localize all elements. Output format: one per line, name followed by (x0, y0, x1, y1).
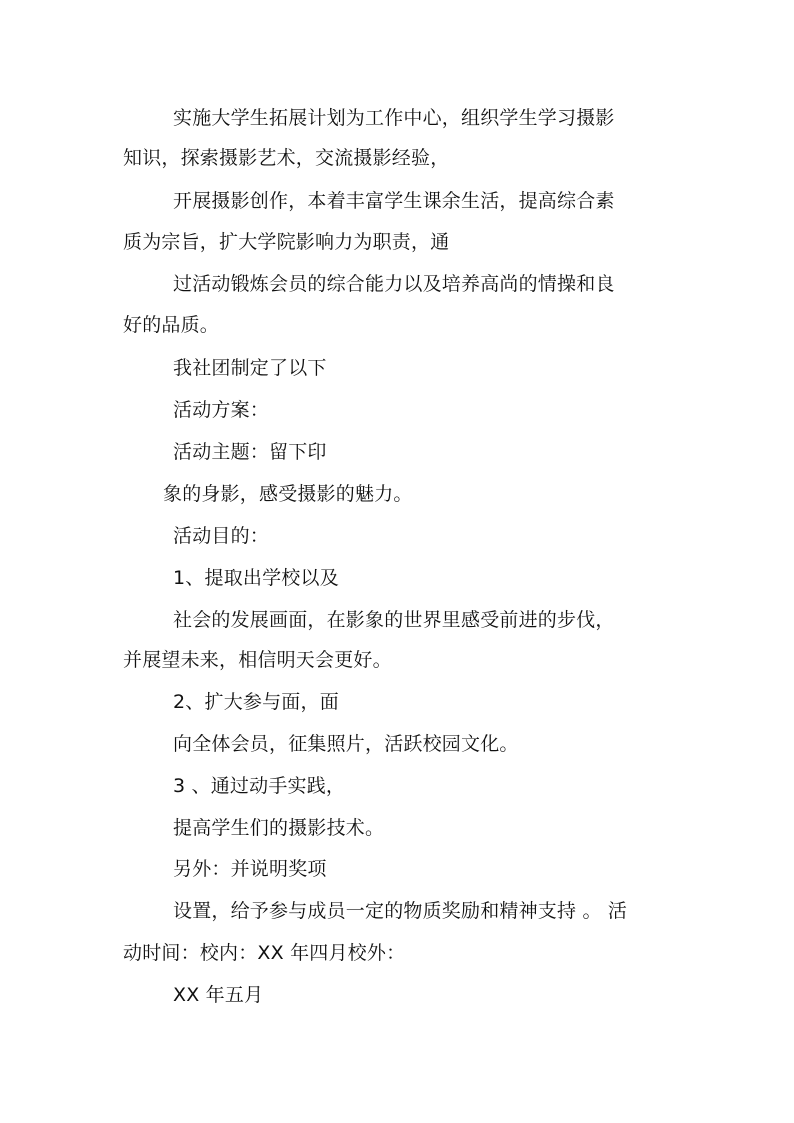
text-line: 1、提取出学校以及 (173, 567, 339, 589)
text-line: 过活动锻炼会员的综合能力以及培养高尚的情操和良 (173, 273, 615, 295)
text-line: 活动目的： (173, 525, 270, 547)
text-line: 设置，给予参与成员一定的物质奖励和精神支持 。 活 (173, 900, 628, 922)
text-line: 质为宗旨，扩大学院影响力为职责，通 (123, 231, 450, 253)
text-line: 动时间：校内：XX 年四月校外： (123, 942, 406, 964)
text-line: 向全体会员，征集照片，活跃校园文化。 (173, 733, 519, 755)
text-line: 实施大学生拓展计划为工作中心，组织学生学习摄影 (173, 107, 615, 129)
text-line: XX 年五月 (173, 984, 264, 1006)
text-line: 象的身影，感受摄影的魅力。 (163, 483, 413, 505)
text-line: 活动主题：留下印 (173, 441, 327, 463)
text-line: 2、扩大参与面，面 (173, 691, 339, 713)
text-line: 提高学生们的摄影技术。 (173, 817, 385, 839)
text-line: 3 、通过动手实践， (173, 775, 346, 797)
text-line: 社会的发展画面，在影象的世界里感受前进的步伐， (173, 609, 615, 631)
text-line: 好的品质。 (123, 314, 220, 336)
text-line: 开展摄影创作，本着丰富学生课余生活，提高综合素 (173, 190, 615, 212)
text-line: 另外：并说明奖项 (173, 858, 327, 880)
text-line: 活动方案： (173, 399, 270, 421)
text-line: 知识，探索摄影艺术，交流摄影经验， (123, 147, 450, 169)
text-line: 并展望未来，相信明天会更好。 (123, 649, 392, 671)
text-line: 我社团制定了以下 (173, 357, 327, 379)
